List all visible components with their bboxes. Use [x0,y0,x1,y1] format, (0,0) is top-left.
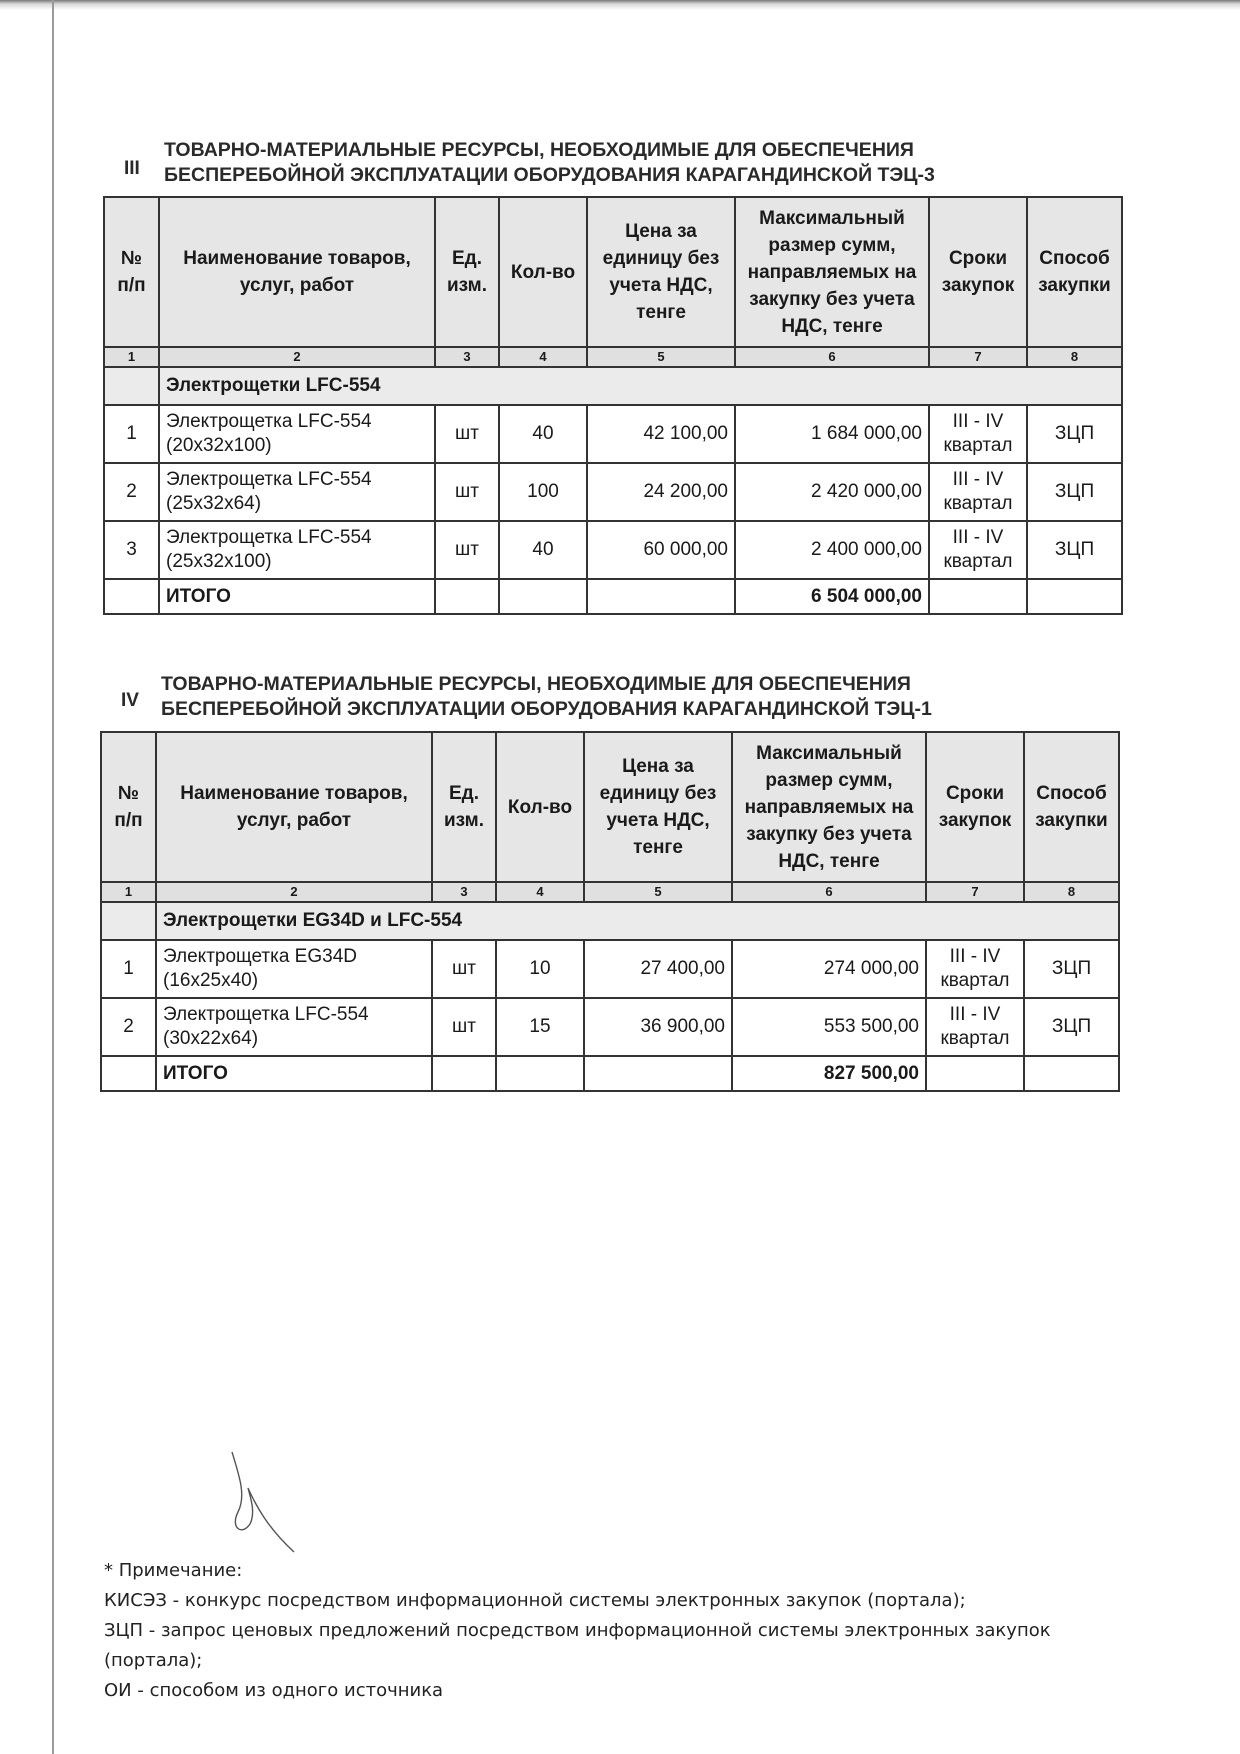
cell-unit: шт [435,521,499,579]
cell-method: ЗЦП [1024,940,1119,998]
note-line-kisez: КИСЭЗ - конкурс посредством информационной системы электронных закупок (портала); [104,1590,966,1611]
header-method: Способ закупки [1027,197,1122,347]
col-num: 5 [587,347,735,367]
table-header-row [104,197,1122,347]
cell-name [159,521,435,579]
term-line1: III - IV [952,527,1004,548]
cell-method: ЗЦП [1027,405,1122,463]
header-unit: Ед. изм. [435,197,499,347]
col-num: 1 [101,882,156,902]
term-line1: III - IV [949,946,1001,967]
name-line1: Электрощетка EG34D [163,946,357,967]
term-line2: квартал [940,1028,1010,1049]
cell-price: 60 000,00 [587,521,735,579]
cell-qty: 40 [499,521,587,579]
col-num: 5 [584,882,732,902]
total-sum: 6 504 000,00 [735,579,929,614]
section-iv-number: IV [121,690,139,711]
table-row [104,463,1122,521]
name-line1: Электрощетка LFC-554 [166,411,372,432]
total-label: ИТОГО [156,1056,432,1091]
col-num: 6 [735,347,929,367]
term-line2: квартал [943,551,1013,572]
term-line2: квартал [943,435,1013,456]
footnote [104,1556,1124,1706]
cell-price: 24 200,00 [587,463,735,521]
term-line1: III - IV [952,469,1004,490]
table-row [101,940,1119,998]
cell-sum: 2 420 000,00 [735,463,929,521]
total-row [101,1056,1119,1091]
term-line2: квартал [943,493,1013,514]
cell-sum: 1 684 000,00 [735,405,929,463]
header-term: Сроки закупок [929,197,1027,347]
group-title: Электрощетки LFC-554 [159,367,1122,405]
name-line2: (25x32x100) [166,551,272,572]
header-term: Сроки закупок [926,732,1024,882]
header-max-sum: Максимальный размер сумм, направляемых на закупку без учета НДС, тенге [735,197,929,347]
table-section-iii [103,196,1123,615]
col-num: 3 [432,882,496,902]
note-line-zcp: ЗЦП - запрос ценовых предложений посредством информационной системы электронных закупок (портала); [104,1620,1051,1671]
table-header-row [101,732,1119,882]
table-row [101,998,1119,1056]
cell-number: 1 [104,405,159,463]
header-qty: Кол-во [496,732,584,882]
section-iii-heading-line2: БЕСПЕРЕБОЙНОЙ ЭКСПЛУАТАЦИИ ОБОРУДОВАНИЯ КАРАГАНДИНСКОЙ ТЭЦ-3 [164,164,935,186]
col-num: 2 [156,882,432,902]
col-num: 4 [499,347,587,367]
scan-left-edge [52,0,54,1754]
cell-number: 3 [104,521,159,579]
cell-term [929,521,1027,579]
col-num: 3 [435,347,499,367]
header-number: № п/п [101,732,156,882]
cell-method: ЗЦП [1027,463,1122,521]
name-line1: Электрощетка LFC-554 [163,1004,369,1025]
cell-qty: 40 [499,405,587,463]
cell-unit: шт [432,998,496,1056]
table-section-iv [100,731,1120,1092]
cell-name [156,940,432,998]
term-line1: III - IV [949,1004,1001,1025]
header-price: Цена за единицу без учета НДС, тенге [584,732,732,882]
cell-qty: 15 [496,998,584,1056]
section-iv-heading-line1: ТОВАРНО-МАТЕРИАЛЬНЫЕ РЕСУРСЫ, НЕОБХОДИМЫЕ ДЛЯ ОБЕСПЕЧЕНИЯ [161,673,911,695]
header-unit: Ед. изм. [432,732,496,882]
table-row [104,521,1122,579]
cell-name [156,998,432,1056]
col-num: 6 [732,882,926,902]
cell-term [929,463,1027,521]
col-num: 7 [926,882,1024,902]
column-number-row [101,882,1119,902]
header-price: Цена за единицу без учета НДС, тенге [587,197,735,347]
cell-unit: шт [435,463,499,521]
header-name: Наименование товаров, услуг, работ [156,732,432,882]
group-row [104,367,1122,405]
name-line1: Электрощетка LFC-554 [166,527,372,548]
cell-term [926,998,1024,1056]
section-iv-heading-line2: БЕСПЕРЕБОЙНОЙ ЭКСПЛУАТАЦИИ ОБОРУДОВАНИЯ КАРАГАНДИНСКОЙ ТЭЦ-1 [161,698,932,720]
col-num: 1 [104,347,159,367]
column-number-row [104,347,1122,367]
name-line2: (20x32x100) [166,435,272,456]
header-qty: Кол-во [499,197,587,347]
cell-term [929,405,1027,463]
cell-price: 27 400,00 [584,940,732,998]
name-line2: (30x22x64) [163,1028,259,1049]
cell-method: ЗЦП [1024,998,1119,1056]
cell-sum: 553 500,00 [732,998,926,1056]
header-name: Наименование товаров, услуг, работ [159,197,435,347]
cell-price: 36 900,00 [584,998,732,1056]
cell-sum: 274 000,00 [732,940,926,998]
total-sum: 827 500,00 [732,1056,926,1091]
cell-qty: 100 [499,463,587,521]
term-line2: квартал [940,970,1010,991]
section-iv-heading [161,672,932,722]
note-line-oi: ОИ - способом из одного источника [104,1680,444,1701]
section-iii-heading-line1: ТОВАРНО-МАТЕРИАЛЬНЫЕ РЕСУРСЫ, НЕОБХОДИМЫЕ ДЛЯ ОБЕСПЕЧЕНИЯ [164,139,914,161]
cell-term [926,940,1024,998]
table-row [104,405,1122,463]
header-number: № п/п [104,197,159,347]
section-iii-heading [164,138,935,188]
cell-unit: шт [435,405,499,463]
name-line2: (25x32x64) [166,493,262,514]
total-row [104,579,1122,614]
header-method: Способ закупки [1024,732,1119,882]
section-iii-number: III [124,158,140,179]
cell-number: 2 [104,463,159,521]
col-num: 8 [1024,882,1119,902]
name-line2: (16x25x40) [163,970,259,991]
note-title: * Примечание: [104,1560,243,1581]
col-num: 8 [1027,347,1122,367]
group-title: Электрощетки EG34D и LFC-554 [156,902,1119,940]
group-row [101,902,1119,940]
cell-price: 42 100,00 [587,405,735,463]
col-num: 4 [496,882,584,902]
cell-sum: 2 400 000,00 [735,521,929,579]
cell-name [159,405,435,463]
cell-number: 1 [101,940,156,998]
cell-qty: 10 [496,940,584,998]
term-line1: III - IV [952,411,1004,432]
total-label: ИТОГО [159,579,435,614]
handwritten-signature [220,1448,310,1558]
col-num: 2 [159,347,435,367]
cell-unit: шт [432,940,496,998]
cell-name [159,463,435,521]
cell-number: 2 [101,998,156,1056]
header-max-sum: Максимальный размер сумм, направляемых на закупку без учета НДС, тенге [732,732,926,882]
name-line1: Электрощетка LFC-554 [166,469,372,490]
scan-top-shadow [0,0,1240,10]
cell-method: ЗЦП [1027,521,1122,579]
col-num: 7 [929,347,1027,367]
